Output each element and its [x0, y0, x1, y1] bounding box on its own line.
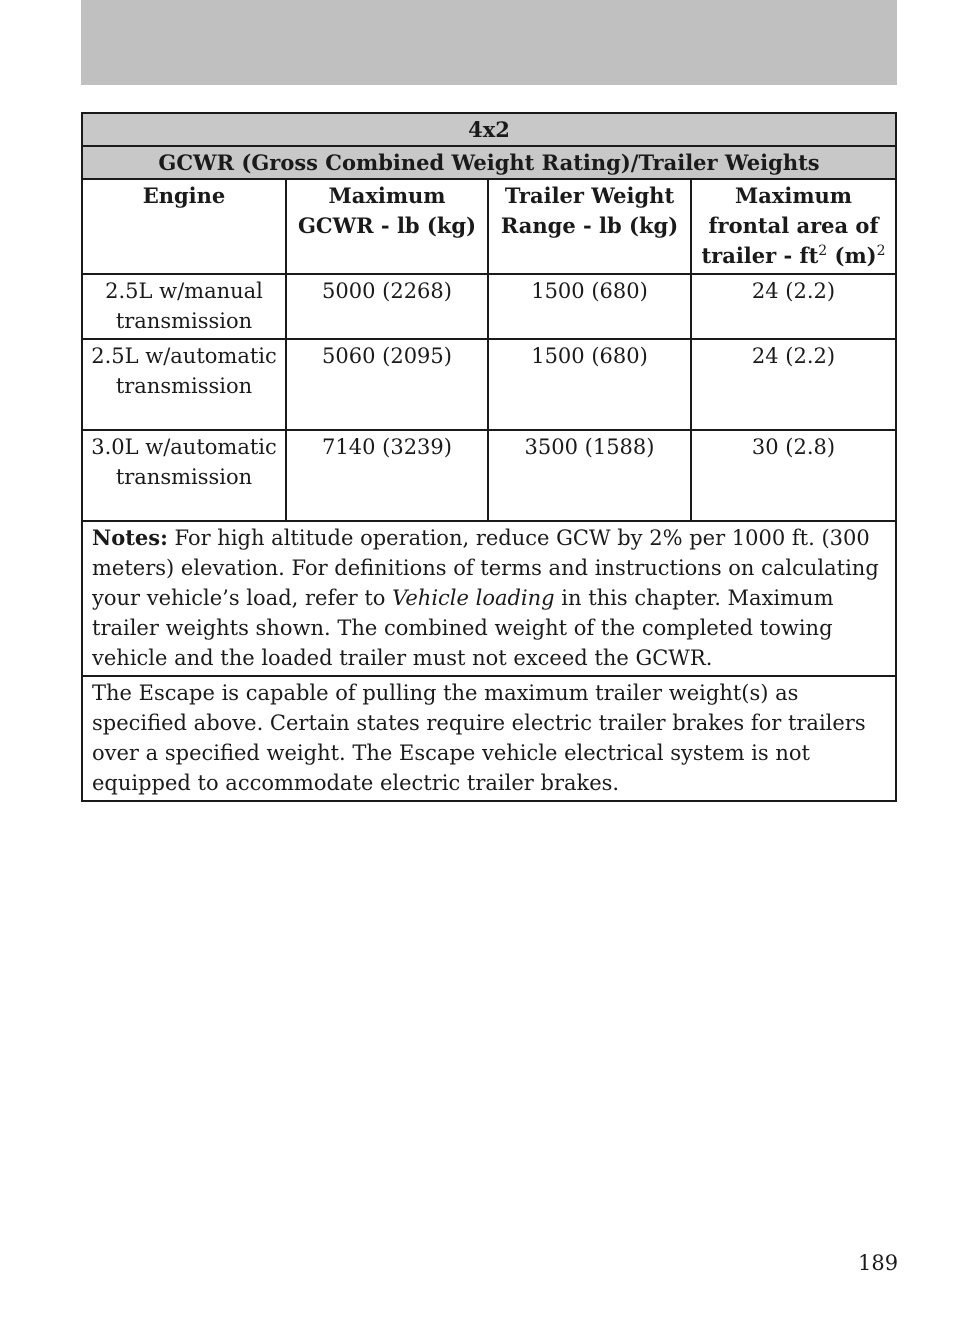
- trailer-weights-table: [81, 112, 897, 802]
- notes-label: Notes:: [92, 525, 168, 550]
- header-frontal-area-label: Maximum frontal area of trailer - ft: [701, 183, 879, 268]
- page-number: 189: [858, 1251, 899, 1275]
- engine-cell: 2.5L w/manual transmission: [82, 274, 286, 339]
- vehicle-loading-reference: Vehicle loading: [392, 586, 555, 610]
- brakes-note-cell: The Escape is capable of pulling the maximum trailer weight(s) as specified above. Certain states require electric trailer brakes for trailers over a specified weight. The Escape vehicle electrical system is not equipped to accommodate electric trailer brakes.: [82, 676, 896, 801]
- gcwr-cell: 5000 (2268): [286, 274, 488, 339]
- drive-type-title: 4x2: [82, 113, 896, 146]
- header-engine: Engine: [82, 179, 286, 274]
- notes-row: [82, 521, 896, 676]
- header-band: [81, 0, 897, 85]
- table-row: [82, 274, 896, 339]
- notes-text-before: For high altitude operation, reduce GCW by 2% per 1000 ft. (300 meters) elevation. For definitions of terms and instructions on calculating your vehicle’s load, refer to: [92, 526, 879, 610]
- notes-cell: [82, 521, 896, 676]
- header-max-gcwr: Maximum GCWR - lb (kg): [286, 179, 488, 274]
- drive-type-row: [82, 113, 896, 146]
- gcwr-cell: 7140 (3239): [286, 430, 488, 521]
- subtitle-row: [82, 146, 896, 179]
- trailer-weight-cell: 3500 (1588): [488, 430, 691, 521]
- header-frontal-area-metric: (m): [834, 243, 877, 268]
- notes-text-after: in this chapter. Maximum trailer weights shown. The combined weight of the completed towing vehicle and the loaded trailer must not exceed the GCWR.: [92, 586, 834, 670]
- frontal-area-cell: 30 (2.8): [691, 430, 896, 521]
- header-row: [82, 179, 896, 274]
- gcwr-cell: 5060 (2095): [286, 339, 488, 430]
- header-trailer-weight-range: Trailer Weight Range - lb (kg): [488, 179, 691, 274]
- brakes-note-row: [82, 676, 896, 801]
- table-subtitle: GCWR (Gross Combined Weight Rating)/Trailer Weights: [82, 146, 896, 179]
- frontal-area-cell: 24 (2.2): [691, 274, 896, 339]
- header-sq-m: 2: [876, 243, 886, 259]
- trailer-weight-cell: 1500 (680): [488, 274, 691, 339]
- engine-cell: 3.0L w/automatic transmission: [82, 430, 286, 521]
- table-row: [82, 339, 896, 430]
- frontal-area-cell: 24 (2.2): [691, 339, 896, 430]
- engine-cell: 2.5L w/automatic transmission: [82, 339, 286, 430]
- header-frontal-area: [691, 179, 896, 274]
- table-row: [82, 430, 896, 521]
- trailer-weight-cell: 1500 (680): [488, 339, 691, 430]
- header-sq-ft: 2: [818, 243, 828, 259]
